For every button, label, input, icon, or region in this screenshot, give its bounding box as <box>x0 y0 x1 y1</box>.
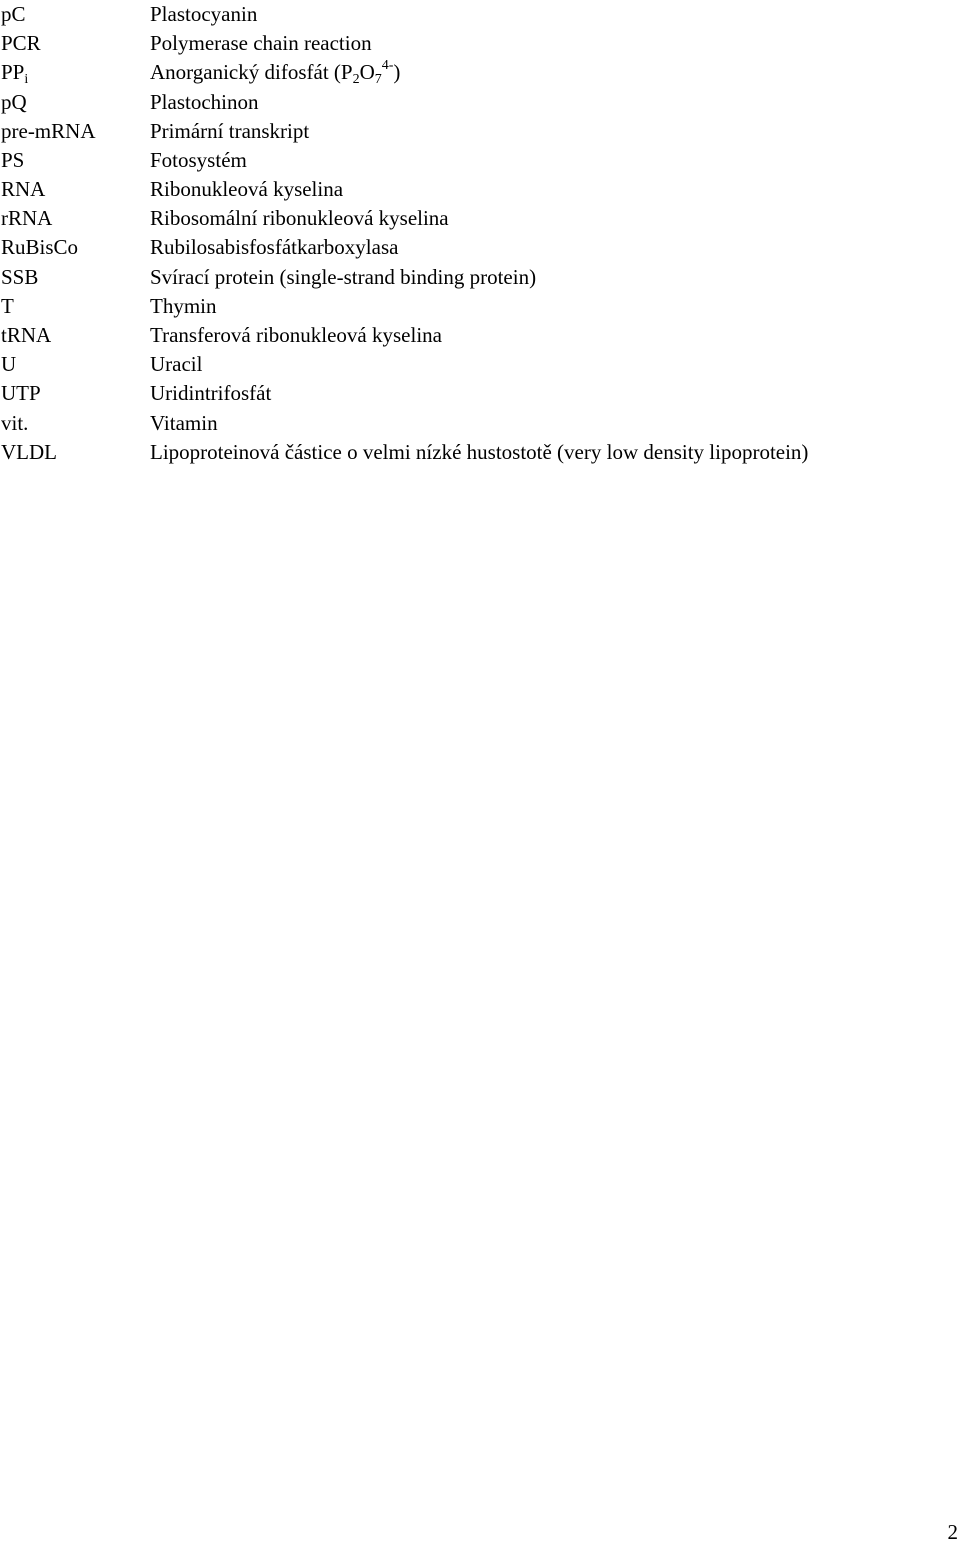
abbr-term: SSB <box>1 264 39 289</box>
abbr-term: VLDL <box>1 439 57 464</box>
abbr-row-ssb <box>0 263 960 292</box>
abbr-definition: Polymerase chain reaction <box>150 31 372 56</box>
abbr-row-pcr <box>0 29 960 58</box>
abbr-term: pQ <box>1 89 27 114</box>
abbr-term: PCR <box>1 31 41 56</box>
abbr-term: RNA <box>1 177 46 202</box>
abbr-term-main: PP <box>1 60 25 85</box>
abbr-definition: Svírací protein (single-strand binding protein) <box>150 264 537 289</box>
abbr-term-subscript: i <box>24 72 29 88</box>
abbr-definition <box>150 58 960 87</box>
abbr-row-vit <box>0 409 960 438</box>
formula-subscript-o: 7 <box>374 72 382 88</box>
formula-text-pre: Anorganický difosfát (P <box>150 60 353 85</box>
abbr-definition: Ribosomální ribonukleová kyselina <box>150 206 449 231</box>
abbr-row-pq <box>0 88 960 117</box>
abbr-row-rna <box>0 175 960 204</box>
formula-superscript-charge: 4- <box>381 58 394 74</box>
formula-text-post: ) <box>393 60 401 85</box>
abbr-definition: Primární transkript <box>150 118 310 143</box>
abbr-definition: Thymin <box>150 293 217 318</box>
page-number: 2 <box>947 1520 958 1544</box>
abbr-row-pre-mrna <box>0 117 960 146</box>
abbr-row-pc <box>0 0 960 29</box>
abbr-definition: Uracil <box>150 352 203 377</box>
abbr-term: UTP <box>1 381 41 406</box>
abbr-row-u <box>0 350 960 379</box>
abbreviation-list <box>0 0 960 467</box>
abbr-term: U <box>1 352 17 377</box>
abbr-row-rubisco <box>0 234 960 263</box>
abbr-row-trna <box>0 321 960 350</box>
abbr-term: tRNA <box>1 323 52 348</box>
abbr-definition: Transferová ribonukleová kyselina <box>150 323 442 348</box>
formula-text-mid: O <box>359 60 375 85</box>
abbr-definition: Rubilosabisfosfátkarboxylasa <box>150 235 399 260</box>
abbr-term: pC <box>1 1 26 26</box>
abbr-definition: Plastochinon <box>150 89 259 114</box>
abbr-row-rrna <box>0 204 960 233</box>
abbr-row-utp <box>0 379 960 408</box>
abbr-term: RuBisCo <box>1 235 79 260</box>
abbr-term: PS <box>1 147 25 172</box>
abbr-definition: Ribonukleová kyselina <box>150 177 344 202</box>
abbr-term: pre-mRNA <box>1 118 96 143</box>
abbr-term <box>0 58 150 87</box>
abbr-term: vit. <box>1 410 29 435</box>
abbr-definition: Uridintrifosfát <box>150 381 272 406</box>
abbr-definition: Fotosystém <box>150 147 247 172</box>
abbr-definition: Vitamin <box>150 410 218 435</box>
abbr-term: T <box>1 293 14 318</box>
abbr-term: rRNA <box>1 206 53 231</box>
abbr-definition: Plastocyanin <box>150 1 258 26</box>
abbr-row-ppi <box>0 58 960 87</box>
formula-subscript-p: 2 <box>352 72 360 88</box>
abbr-row-ps <box>0 146 960 175</box>
abbr-definition: Lipoproteinová částice o velmi nízké hustostotě (very low density lipoprotein) <box>150 439 809 464</box>
abbr-row-t <box>0 292 960 321</box>
abbr-row-vldl <box>0 438 960 467</box>
